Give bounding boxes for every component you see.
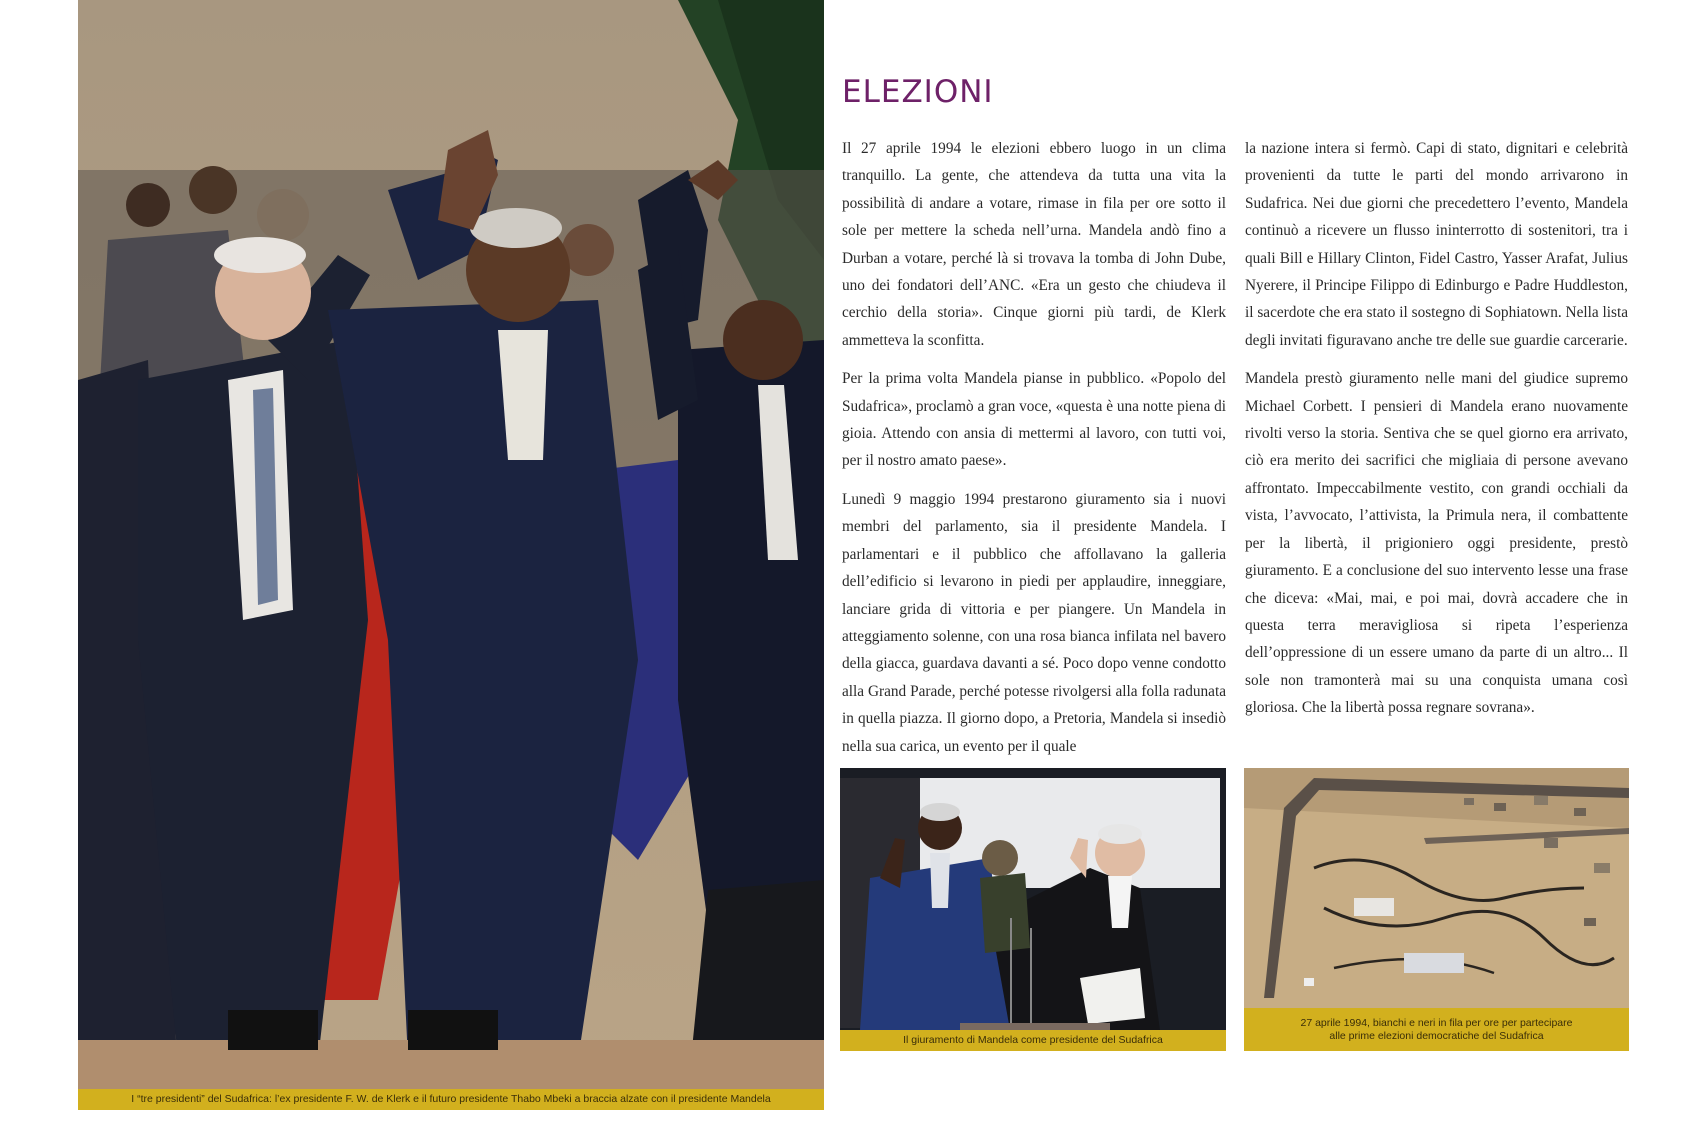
queue-photo-caption bbox=[1244, 1008, 1629, 1051]
paragraph: Lunedì 9 maggio 1994 prestarono giuramento sia i nuovi membri del parlamento, sia il presidente Mandela. I parlamentari e il pubblico che affollavano la galleria dell’edificio si levarono in piedi per applaudire, inneggiare, lanciare grida di vittoria e per piangere. Un Mandela in atteggiamento solenne, con una rosa bianca infilata nel bavero della giacca, guardava davanti a sé. Poco dopo venne condotto alla Grand Parade, perché potesse rivolgersi alla folla radunata in quella piazza. Il giorno dopo, a Pretoria, Mandela si insediò nella sua carica, un evento per il quale bbox=[842, 490, 1226, 755]
aerial-voting-queue-photo bbox=[1244, 768, 1629, 1008]
main-photo-caption: I “tre presidenti” del Sudafrica: l’ex presidente F. W. de Klerk e il futuro presidente Thabo Mbeki a braccia alzate con il presidente Mandela bbox=[78, 1089, 824, 1110]
queue-caption-line: 27 aprile 1994, bianchi e neri in fila per ore per partecipare bbox=[1300, 1016, 1573, 1029]
paragraph: Mandela prestò giuramento nelle mani del giudice supremo Michael Corbett. I pensieri di Mandela erano nuovamente rivolti verso la storia. Sentiva che se quel giorno era arrivato, ciò era merito dei sacrifici che migliaia di persone avevano affrontato. Impeccabilmente vestito, con grandi occhiali da vista, l’avvocato, l’attivista, la Primula nera, il combattente per la libertà, il prigioniero oggi presidente, prestò giuramento. E a conclusione del suo intervento lesse una frase che diceva: «Mai, mai, e poi mai, dovrà accadere che in questa terra meravigliosa si ripeta l’esperienza dell’oppressione di un essere umano da parte di un altro... Il sole non tramonterà mai su una conquista umana così gloriosa. Che la libertà possa regnare sovrana». bbox=[1245, 370, 1628, 717]
oath-photo bbox=[840, 768, 1226, 1030]
right-text-column bbox=[1245, 135, 1628, 733]
three-presidents-photo bbox=[78, 0, 824, 1089]
paragraph: la nazione intera si fermò. Capi di stato, dignitari e celebrità provenienti da tutte le parti del mondo arrivarono in Sudafrica. Nei due giorni che precedettero l’evento, Mandela continuò a ricevere un flusso ininterrotto di sostenitori, tra i quali Bill e Hillary Clinton, Fidel Castro, Yasser Arafat, Julius Nyerere, il Principe Filippo di Edinburgo e Padre Huddleston, il sacerdote che era stato il sostegno di Sophiatown. Nella lista degli invitati figuravano anche tre delle sue guardie carcerarie. bbox=[1245, 140, 1628, 349]
paragraph: Il 27 aprile 1994 le elezioni ebbero luogo in un clima tranquillo. La gente, che attendeva da tutta una vita la possibilità di andare a votare, rimase in fila per ore sotto il sole per mettere la scheda nell’urna. Mandela andò fino a Durban a votare, perché là si trovava la tomba di John Dube, uno dei fondatori dell’ANC. «Era un gesto che chiudeva il cerchio della storia». Cinque giorni più tardi, de Klerk ammetteva la sconfitta. bbox=[842, 140, 1226, 349]
queue-caption-line: alle prime elezioni democratiche del Sudafrica bbox=[1329, 1029, 1544, 1042]
page-title: ELEZIONI bbox=[842, 74, 994, 110]
oath-photo-caption: Il giuramento di Mandela come presidente del Sudafrica bbox=[840, 1030, 1226, 1051]
left-text-column bbox=[842, 135, 1226, 771]
paragraph: Per la prima volta Mandela pianse in pubblico. «Popolo del Sudafrica», proclamò a gran voce, «questa è una notte piena di gioia. Attendo con ansia di mettermi al lavoro, con tutti voi, per il nostro amato paese». bbox=[842, 370, 1226, 470]
